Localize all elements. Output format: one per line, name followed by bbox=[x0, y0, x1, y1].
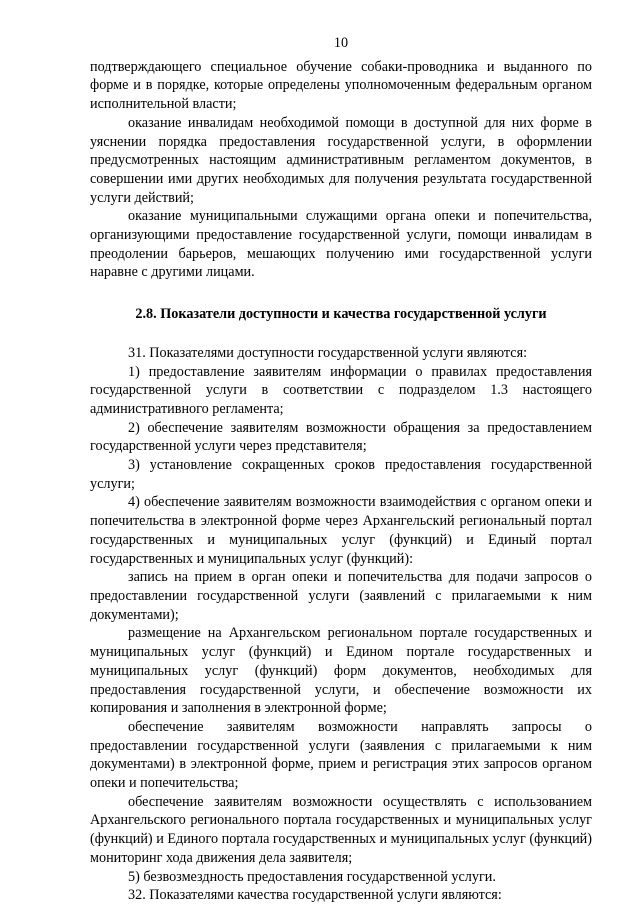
paragraph: размещение на Архангельском региональном портале государственных и муниципальных услуг (функций) и Едином портале государственных и муниципальных услуг (функций) форм документов, необходимых для предоставления государственной услуги, и обеспечение возможности их копирования и заполнения в электронной форме; bbox=[90, 625, 592, 717]
paragraph: оказание инвалидам необходимой помощи в доступной для них форме в уяснении порядка предоставления государственной услуги, в оформлении предусмотренных настоящим административным регламентом документов, в совершении ими других необходимых для получения результата государственной услуги действий; bbox=[90, 114, 592, 206]
section-heading: 2.8. Показатели доступности и качества государственной услуги bbox=[135, 306, 547, 323]
section-after-heading bbox=[90, 344, 592, 905]
paragraph: подтверждающего специальное обучение собаки-проводника и выданного по форме и в порядке, которые определены уполномоченным федеральным органом исполнительной власти; bbox=[90, 58, 592, 113]
page-number: 10 bbox=[333, 35, 349, 51]
paragraph: 4) обеспечение заявителям возможности взаимодействия с органом опеки и попечительства в электронной форме через Архангельский региональный портал государственных и муниципальных услуг (функций) и Единый портал государственных и муниципальных услуг (функций): bbox=[90, 494, 592, 567]
paragraph: обеспечение заявителям возможности осуществлять с использованием Архангельского регионального портала государственных и муниципальных услуг (функций) и Единого портала государственных и муниципальных услуг (функций) мониторинг хода движения дела заявителя; bbox=[90, 793, 592, 866]
paragraph: 2) обеспечение заявителям возможности обращения за предоставлением государственной услуги через представителя; bbox=[90, 419, 592, 455]
paragraph: 1) предоставление заявителям информации о правилах предоставления государственной услуги в соответствии с подразделом 1.3 настоящего административного регламента; bbox=[90, 363, 592, 417]
paragraph: 5) безвозмездность предоставления государственной услуги. bbox=[128, 868, 496, 885]
paragraph: 31. Показателями доступности государственной услуги являются: bbox=[128, 344, 528, 361]
paragraph: 3) установление сокращенных сроков предоставления государственной услуги; bbox=[90, 457, 592, 492]
paragraph: оказание муниципальными служащими органа опеки и попечительства, организующими предоставление государственной услуги, помощи инвалидам в преодолении барьеров, мешающих получению ими государственной услуги наравне с другими лицами. bbox=[90, 208, 592, 281]
paragraph: 32. Показателями качества государственной услуги являются: bbox=[128, 887, 502, 904]
section-before-heading bbox=[90, 58, 592, 282]
paragraph: запись на прием в орган опеки и попечительства для подачи запросов о предоставлении государственной услуги (заявлений с прилагаемыми к ним документами); bbox=[90, 569, 592, 623]
paragraph: обеспечение заявителям возможности направлять запросы о предоставлении государственной услуги (заявления с прилагаемыми к ним документами) в электронной форме, прием и регистрация этих запросов органом опеки и попечительства; bbox=[90, 718, 592, 792]
